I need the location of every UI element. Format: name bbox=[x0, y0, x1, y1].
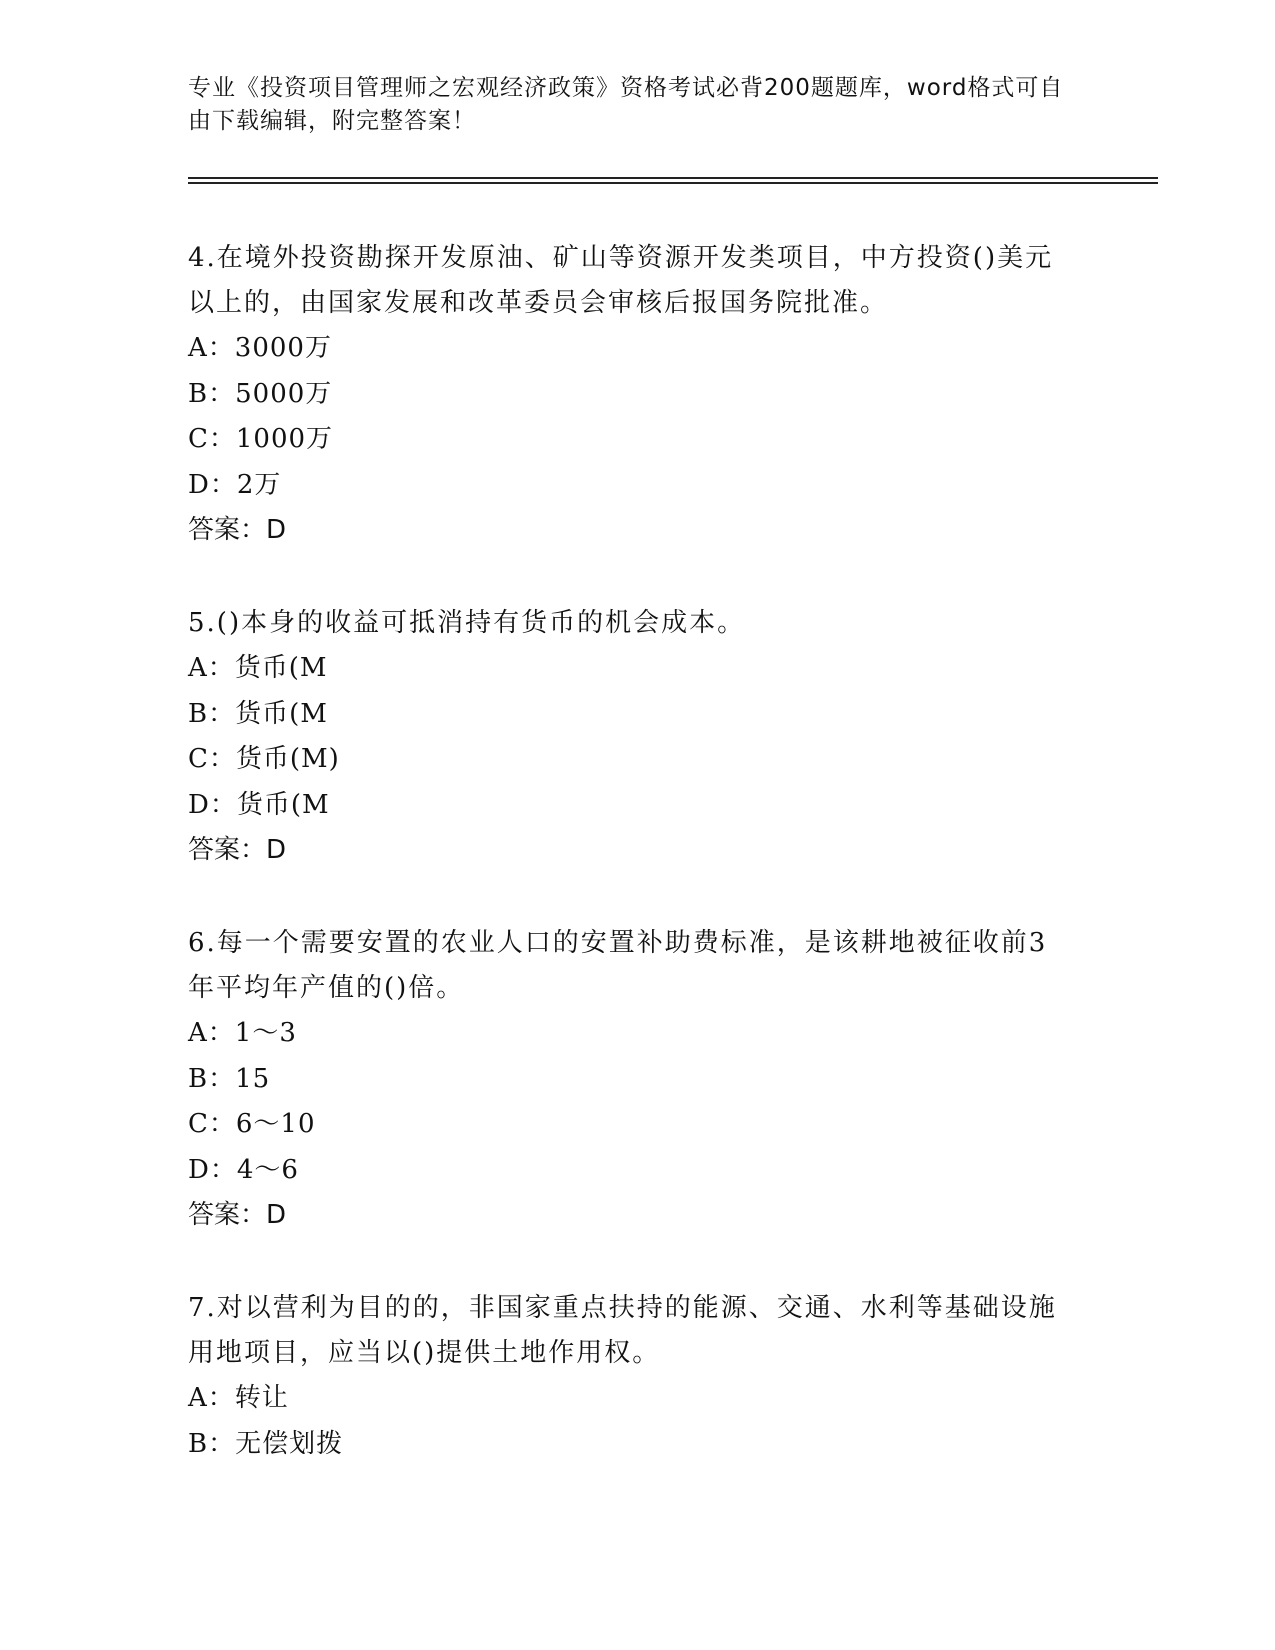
option-b: B：货币(M bbox=[188, 698, 328, 729]
option-a: A：3000万 bbox=[188, 333, 332, 363]
option-c: C：货币(M) bbox=[188, 744, 340, 774]
option-b: B：15 bbox=[188, 1063, 271, 1094]
question-block bbox=[188, 1286, 1068, 1467]
option-a: A：转让 bbox=[188, 1383, 289, 1413]
header-divider-top bbox=[188, 177, 1158, 179]
question-block bbox=[188, 601, 1068, 873]
option-d: D：2万 bbox=[188, 469, 282, 500]
question-block bbox=[188, 236, 1068, 553]
option-c: C：6～10 bbox=[188, 1109, 316, 1139]
question-stem: 4.在境外投资勘探开发原油、矿山等资源开发类项目，中方投资()美元以上的，由国家发展和改革委员会审核后报国务院批准。 bbox=[188, 243, 1054, 318]
option-b: B：5000万 bbox=[188, 378, 333, 409]
document-header: 专业《投资项目管理师之宏观经济政策》资格考试必背200题题库，word格式可自由下载编辑，附完整答案！ bbox=[188, 75, 1064, 134]
header-divider-bottom bbox=[188, 182, 1158, 184]
option-b: B：无偿划拨 bbox=[188, 1428, 344, 1459]
option-d: D：货币(M bbox=[188, 789, 330, 820]
option-d: D：4～6 bbox=[188, 1154, 299, 1185]
question-stem: 6.每一个需要安置的农业人口的安置补助费标准，是该耕地被征收前3年平均年产值的()倍。 bbox=[188, 928, 1048, 1003]
answer-line: 答案：D bbox=[188, 515, 287, 545]
option-c: C：1000万 bbox=[188, 424, 334, 454]
answer-line: 答案：D bbox=[188, 1200, 287, 1230]
question-block bbox=[188, 921, 1068, 1238]
question-stem: 5.()本身的收益可抵消持有货币的机会成本。 bbox=[188, 608, 746, 638]
question-stem: 7.对以营利为目的的，非国家重点扶持的能源、交通、水利等基础设施用地项目，应当以()提供土地作用权。 bbox=[188, 1293, 1057, 1368]
answer-line: 答案：D bbox=[188, 835, 287, 865]
option-a: A：1～3 bbox=[188, 1018, 297, 1048]
option-a: A：货币(M bbox=[188, 653, 328, 683]
